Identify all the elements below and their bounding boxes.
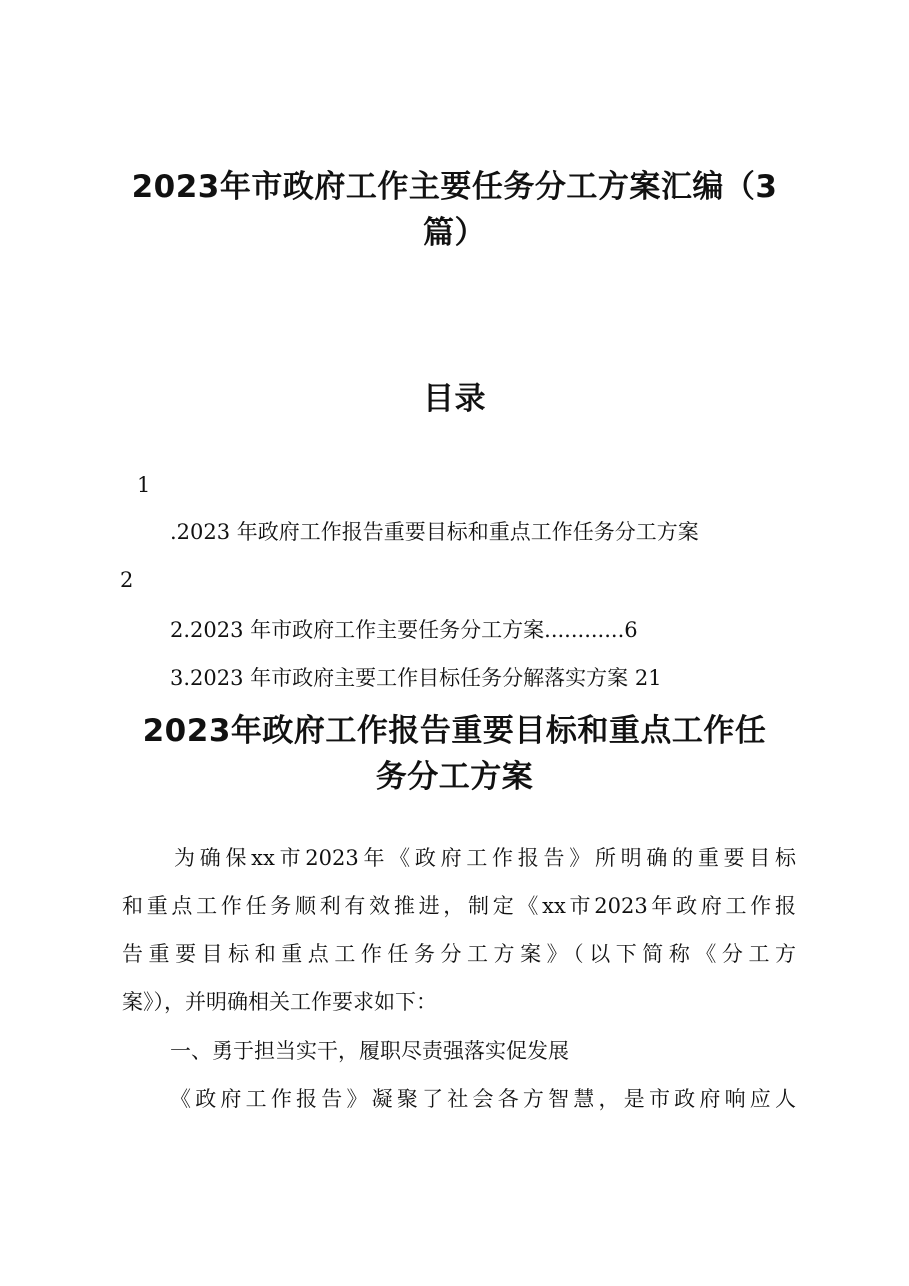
section-1-heading: 一、勇于担当实干，履职尽责强落实促发展 [170,1039,569,1063]
toc-entry-1-text[interactable]: .2023 年政府工作报告重要目标和重点工作任务分工方案 [170,520,699,544]
toc-entry-2[interactable]: 2.2023 年市政府工作主要任务分工方案............6 [170,618,638,642]
main-title [110,164,799,256]
main-title-line-1: 2023年市政府工作主要任务分工方案汇编（3 [131,169,778,205]
article-title [110,708,799,800]
paragraph-1-line-3: 告重要目标和重点工作任务分工方案》（以下简称《分工方 [122,942,796,966]
article-title-line-2: 务分工方案 [375,759,534,795]
paragraph-1-line-4: 案》），并明确相关工作要求如下： [122,990,437,1014]
toc-heading: 目录 [423,381,486,417]
paragraph-1-line-2: 和重点工作任务顺利有效推进，制定《xx市2023年政府工作报 [122,894,796,918]
paragraph-2-line-1: 《政府工作报告》凝聚了社会各方智慧，是市政府响应人 [170,1087,796,1111]
article-title-line-1: 2023年政府工作报告重要目标和重点工作任 [142,713,767,749]
toc-entry-1-number: 1 [137,473,151,497]
paragraph-1-line-1: 为确保xx市2023年《政府工作报告》所明确的重要目标 [174,846,796,870]
main-title-line-2: 篇） [423,215,486,251]
toc-entry-1-page: 2 [120,568,134,592]
toc-entry-3[interactable]: 3.2023 年市政府主要工作目标任务分解落实方案 21 [170,666,662,690]
